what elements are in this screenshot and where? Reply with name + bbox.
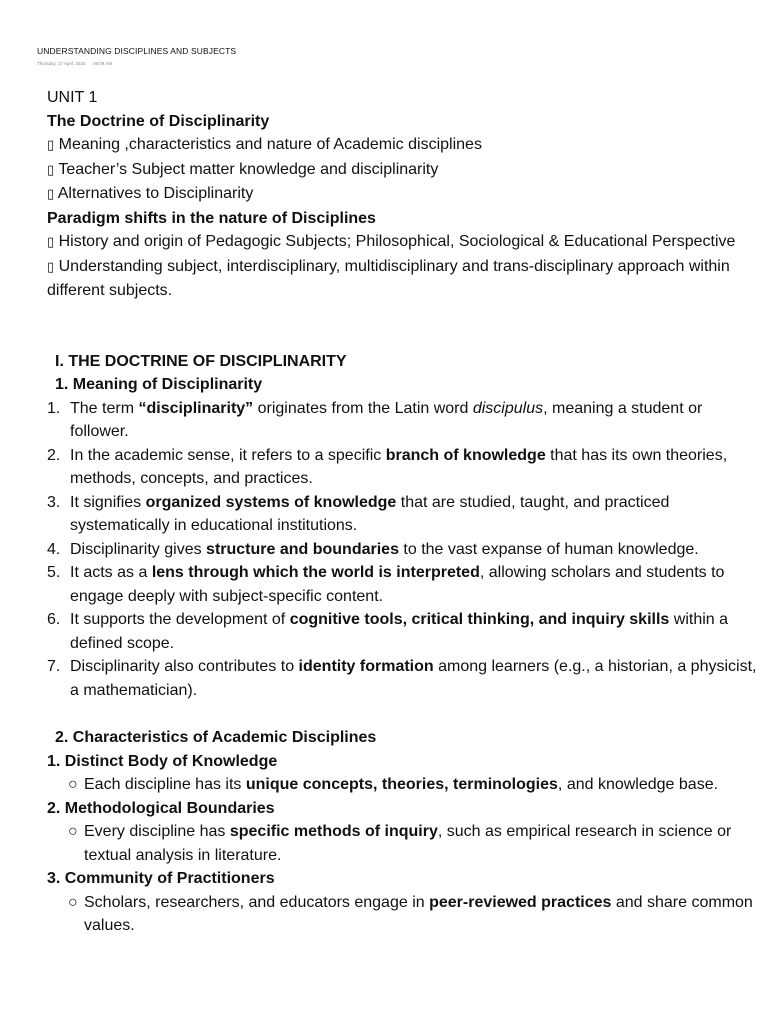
page-header-meta: [37, 61, 112, 66]
unit-label: UNIT 1: [47, 89, 98, 106]
syllabus-heading-paradigm: Paradigm shifts in the nature of Disciplines: [47, 209, 376, 227]
characteristic-heading: 1. Distinct Body of Knowledge: [47, 752, 278, 770]
list-item: 3. It signifies organized systems of knowledge that are studied, taught, and practiced systematically in educational institutions.: [47, 493, 670, 534]
characteristic-heading: 2. Methodological Boundaries: [47, 799, 275, 817]
list-item: 5. It acts as a lens through which the world is interpreted, allowing scholars and students to engage deeply with subject-specific content.: [47, 564, 725, 605]
document-body: [47, 86, 762, 938]
syllabus-item: ▯ History and origin of Pedagogic Subjects; Philosophical, Sociological & Educational Perspective: [47, 233, 736, 250]
list-item: 2. In the academic sense, it refers to a specific branch of knowledge that has its own theories, methods, concepts, and practices.: [47, 446, 728, 487]
page-date: Thursday, 17 April, 2025: [37, 61, 86, 66]
characteristic-detail: ○ Every discipline has specific methods of inquiry, such as empirical research in science or textual analysis in literature.: [47, 820, 762, 867]
syllabus-heading-doctrine: The Doctrine of Disciplinarity: [47, 112, 270, 130]
meaning-list: [47, 397, 762, 703]
section-title-doctrine: I. THE DOCTRINE OF DISCIPLINARITY: [55, 352, 347, 370]
characteristic-detail: ○ Scholars, researchers, and educators engage in peer-reviewed practices and share common values.: [47, 891, 762, 938]
circle-bullet-icon: ○: [68, 893, 78, 911]
section-subtitle-meaning: 1. Meaning of Disciplinarity: [55, 376, 263, 393]
list-item: 1. The term “disciplinarity” originates from the Latin word discipulus, meaning a student or follower.: [47, 399, 703, 440]
page-time: 09:09 AM: [92, 61, 112, 66]
missing-glyph-icon: ▯: [47, 138, 55, 153]
page-header-title: UNDERSTANDING DISCIPLINES AND SUBJECTS: [37, 46, 237, 56]
list-item: 4. Disciplinarity gives structure and boundaries to the vast expanse of human knowledge.: [47, 540, 699, 558]
syllabus-item: ▯ Alternatives to Disciplinarity: [47, 185, 254, 202]
characteristic-heading: 3. Community of Practitioners: [47, 870, 275, 887]
missing-glyph-icon: ▯: [47, 259, 55, 275]
circle-bullet-icon: ○: [68, 776, 78, 793]
missing-glyph-icon: ▯: [47, 162, 55, 178]
missing-glyph-icon: ▯: [47, 235, 55, 250]
list-item: 7. Disciplinarity also contributes to identity formation among learners (e.g., a historian, a physicist, a mathematician).: [47, 658, 757, 699]
section-title-characteristics: 2. Characteristics of Academic Disciplines: [55, 729, 377, 746]
characteristic-detail: ○ Each discipline has its unique concepts, theories, terminologies, and knowledge base.: [47, 773, 762, 797]
syllabus-item: ▯ Understanding subject, interdisciplinary, multidisciplinary and trans-disciplinary approach within different subjects.: [47, 257, 730, 299]
missing-glyph-icon: ▯: [47, 187, 55, 202]
syllabus-item: ▯ Teacher’s Subject matter knowledge and disciplinarity: [47, 160, 439, 178]
circle-bullet-icon: ○: [68, 823, 78, 840]
list-item: 6. It supports the development of cognitive tools, critical thinking, and inquiry skills within a defined scope.: [47, 611, 729, 652]
syllabus-item: ▯ Meaning ,characteristics and nature of Academic disciplines: [47, 136, 482, 153]
